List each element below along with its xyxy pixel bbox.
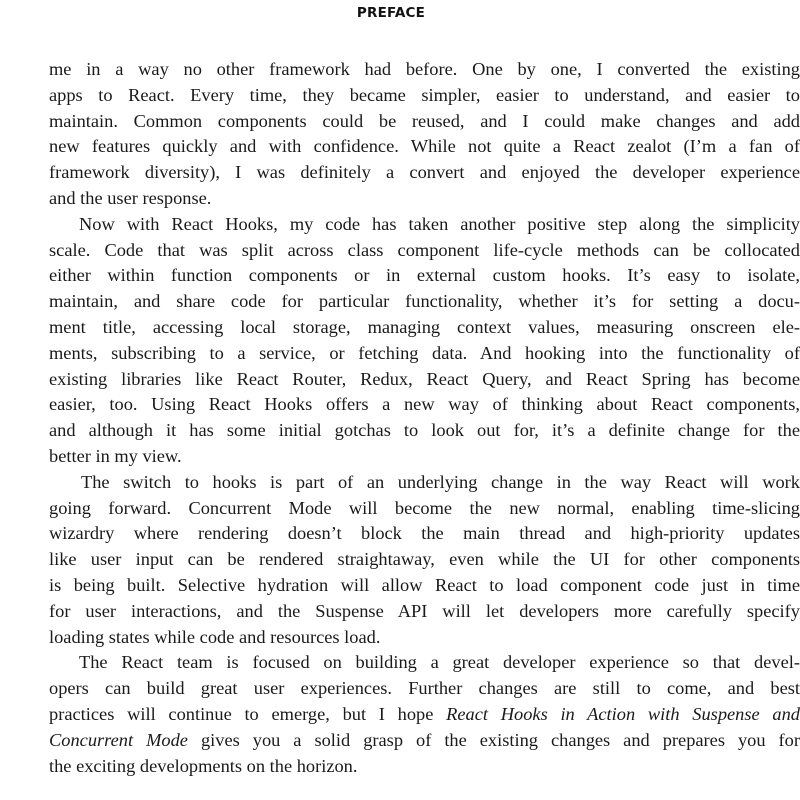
- body-text: [49, 57, 800, 779]
- text-line: for user interactions, and the Suspense API will let developers more carefully specify: [49, 600, 800, 621]
- text-line: easier, too. Using React Hooks offers a new way of thinking about React components,: [49, 394, 800, 415]
- text-line: like user input can be rendered straightaway, even while the UI for other components: [49, 549, 800, 570]
- text-line: and although it has some initial gotchas to look out for, it’s a definite change for the: [49, 420, 800, 441]
- text-line: is being built. Selective hydration will allow React to load component code just in time: [49, 574, 800, 595]
- text-line: ments, subscribing to a service, or fetching data. And hooking into the functionality of: [49, 342, 800, 363]
- text-line: wizardry where rendering doesn’t block the main thread and high-priority updates: [49, 523, 800, 544]
- text-line: loading states while code and resources load.: [49, 626, 381, 647]
- text-line: me in a way no other framework had before. One by one, I converted the existing: [49, 59, 800, 79]
- paragraph-4: [49, 650, 800, 779]
- text-line: maintain. Common components could be reused, and I could make changes and add: [49, 110, 800, 131]
- text-line: [49, 728, 800, 754]
- text-line: ment title, accessing local storage, managing context values, measuring onscreen ele-: [49, 316, 800, 337]
- text-line: going forward. Concurrent Mode will become the new normal, enabling time-slicing: [49, 497, 800, 518]
- book-title: React Hooks in Action with Suspense and: [446, 703, 800, 724]
- text-line: better in my view.: [49, 445, 182, 466]
- text-segment: practices will continue to emerge, but I hope: [49, 703, 447, 724]
- text-line: existing libraries like React Router, Redux, React Query, and React Spring has become: [49, 368, 800, 389]
- text-line: The React team is focused on building a great developer experience so that devel-: [79, 652, 800, 673]
- book-title: Concurrent Mode: [49, 729, 188, 750]
- text-line: opers can build great user experiences. Further changes are still to come, and best: [49, 678, 800, 699]
- text-line: [49, 702, 800, 728]
- text-line: maintain, and share code for particular functionality, whether it’s for setting a docu-: [49, 291, 800, 312]
- paragraph-3: [49, 470, 800, 651]
- text-line: apps to React. Every time, they became simpler, easier to understand, and easier to: [49, 84, 800, 105]
- text-line: Now with React Hooks, my code has taken another positive step along the simplicity: [79, 213, 800, 234]
- paragraph-2: [49, 212, 800, 470]
- text-line: either within function components or in external custom hooks. It’s easy to isolate,: [49, 265, 800, 286]
- text-segment: gives you a solid grasp of the existing changes and prepares you for: [187, 729, 800, 750]
- text-line: The switch to hooks is part of an underlying change in the way React will work: [81, 471, 800, 492]
- text-line: and the user response.: [49, 187, 212, 208]
- running-head: PREFACE: [356, 5, 426, 21]
- text-line: framework diversity), I was definitely a convert and enjoyed the developer experience: [49, 162, 800, 183]
- paragraph-1: [49, 57, 800, 212]
- text-line: scale. Code that was split across class component life-cycle methods can be collocated: [49, 239, 800, 260]
- text-line: new features quickly and with confidence. While not quite a React zealot (I’m a fan of: [49, 136, 800, 157]
- text-line: the exciting developments on the horizon.: [49, 755, 358, 776]
